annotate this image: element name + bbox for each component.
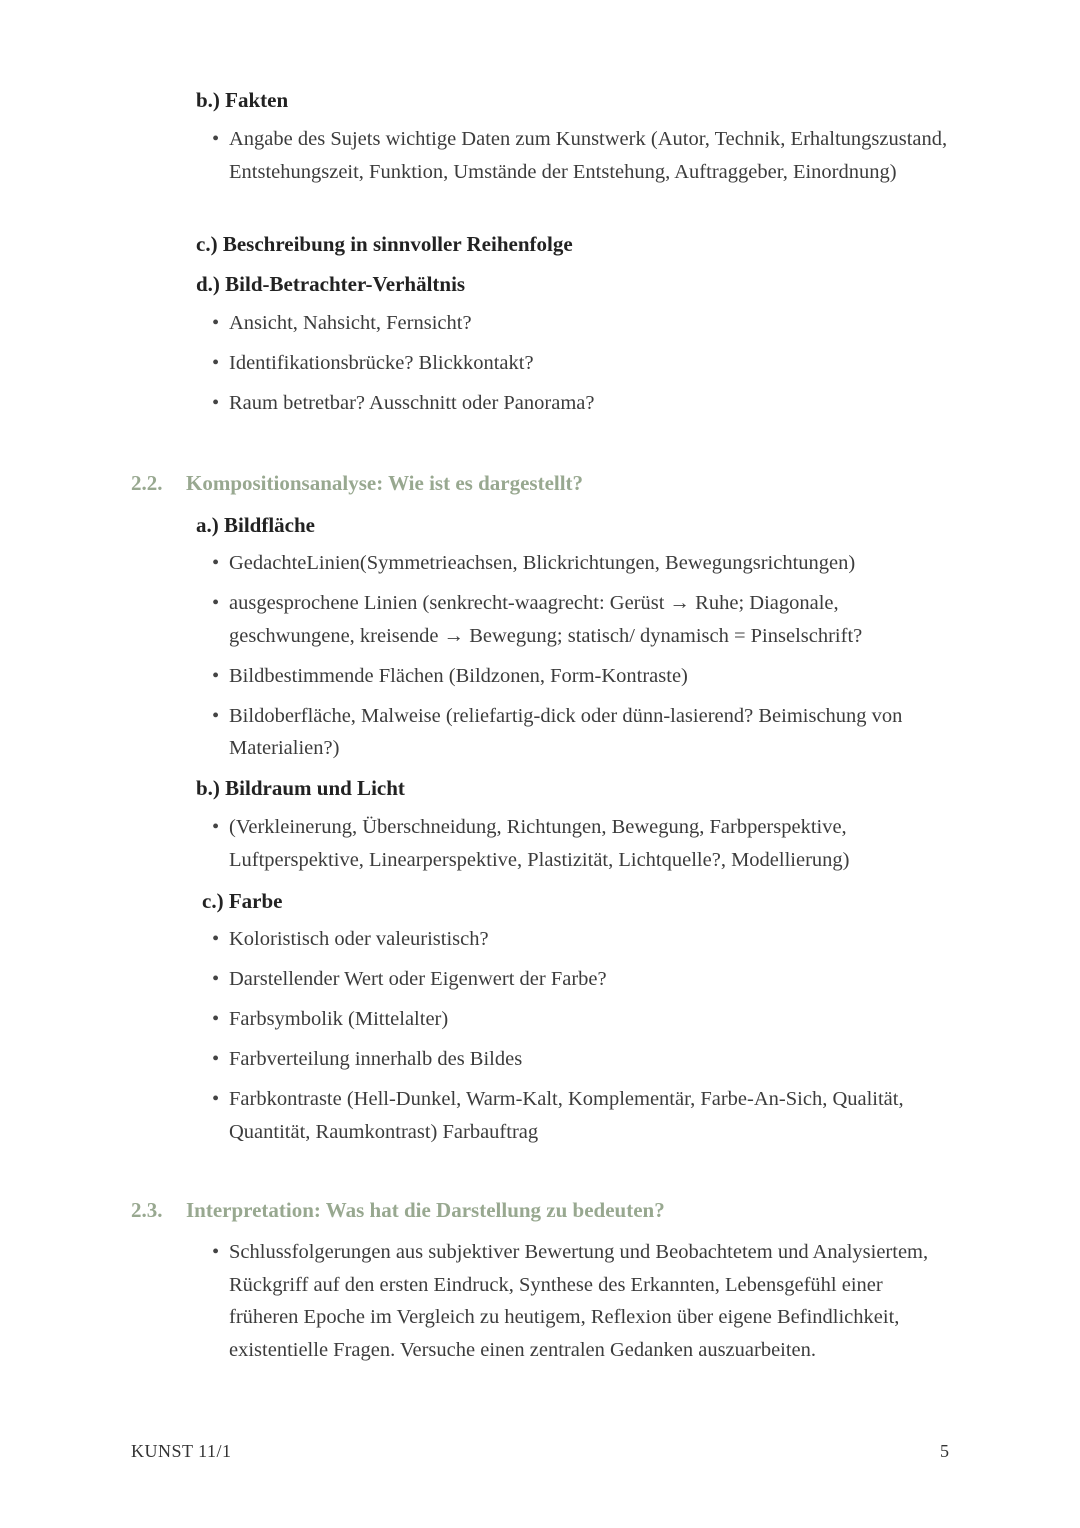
list-item: • Farbkontraste (Hell-Dunkel, Warm-Kalt, Komplementär, Farbe-An-Sich, Qualität, Quantität, Raumkontrast) Farbauftrag: [212, 1083, 952, 1148]
list-item: • Bildoberfläche, Malweise (reliefartig-dick oder dünn-lasierend? Beimischung von Materialien?): [212, 700, 952, 765]
list-item: • ausgesprochene Linien (senkrecht-waagrecht: Gerüst → Ruhe; Diagonale, geschwungene, kreisende → Bewegung; statisch/ dynamisch = Pinselschrift?: [212, 587, 952, 652]
list-item: • Ansicht, Nahsicht, Fernsicht?: [212, 307, 952, 340]
section-title: Kompositionsanalyse: Wie ist es dargestellt?: [186, 471, 584, 495]
list-item: • (Verkleinerung, Überschneidung, Richtungen, Bewegung, Farbperspektive, Luftperspektive, Linearperspektive, Plastizität, Lichtquelle?, Modellierung): [212, 811, 952, 876]
list-betrachter: [212, 307, 952, 427]
section-heading-2-2: [131, 471, 583, 496]
list-item: • Schlussfolgerungen aus subjektiver Bewertung und Beobachtetem und Analysiertem, Rückgriff auf den ersten Eindruck, Synthese des Erkannten, Lebensgefühl einer früheren Epoche im Vergleich zu heutigem, Reflexion über eigene Befindlichkeit, existentielle Fragen. Versuche einen zentralen Gedanken auszuarbeiten.: [212, 1236, 952, 1366]
subheading-fakten: b.) Fakten: [196, 88, 289, 112]
footer-course: KUNST 11/1: [131, 1441, 232, 1461]
list-item: • Farbverteilung innerhalb des Bildes: [212, 1043, 952, 1076]
list-item: • Bildbestimmende Flächen (Bildzonen, Form-Kontraste): [212, 660, 952, 693]
list-item: • Farbsymbolik (Mittelalter): [212, 1003, 952, 1036]
list-item: • Identifikationsbrücke? Blickkontakt?: [212, 347, 952, 380]
list-item: • Raum betretbar? Ausschnitt oder Panorama?: [212, 387, 952, 420]
subheading-bildraum: b.) Bildraum und Licht: [196, 776, 405, 800]
list-farbe: [212, 923, 952, 1156]
section-heading-2-3: [131, 1198, 665, 1223]
section-number: 2.3.: [131, 1198, 163, 1222]
list-item: • GedachteLinien(Symmetrieachsen, Blickrichtungen, Bewegungsrichtungen): [212, 547, 952, 580]
list-item: • Darstellender Wert oder Eigenwert der Farbe?: [212, 963, 952, 996]
list-interpretation: [212, 1236, 952, 1374]
list-item: • Koloristisch oder valeuristisch?: [212, 923, 952, 956]
footer-page-number: 5: [940, 1441, 949, 1461]
list-bildraum: [212, 811, 952, 884]
subheading-farbe: c.) Farbe: [202, 889, 283, 913]
subheading-betrachter: d.) Bild-Betrachter-Verhältnis: [196, 272, 466, 296]
list-bildflaeche: [212, 547, 952, 772]
subheading-beschreibung: c.) Beschreibung in sinnvoller Reihenfolge: [196, 232, 573, 256]
section-title: Interpretation: Was hat die Darstellung zu bedeuten?: [186, 1198, 665, 1222]
subheading-bildflaeche: a.) Bildfläche: [196, 513, 315, 537]
list-item: • Angabe des Sujets wichtige Daten zum Kunstwerk (Autor, Technik, Erhaltungszustand, Entstehungszeit, Funktion, Umstände der Entstehung, Auftraggeber, Einordnung): [212, 123, 952, 188]
list-fakten: [212, 123, 952, 196]
section-number: 2.2.: [131, 471, 163, 495]
